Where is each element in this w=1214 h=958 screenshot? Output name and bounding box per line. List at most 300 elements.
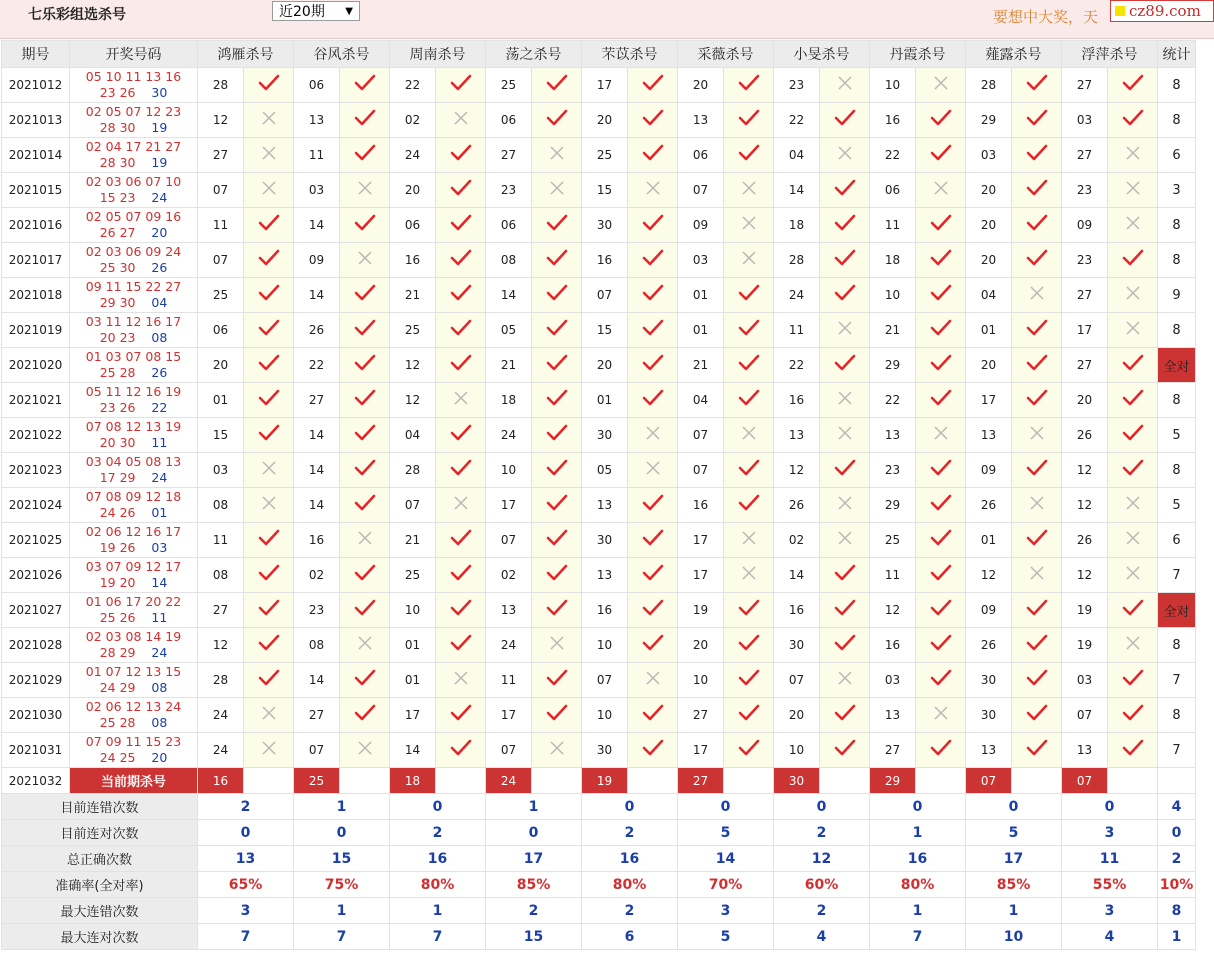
kill-number-cell: 10 — [390, 593, 436, 628]
result-cell — [724, 593, 774, 628]
check-icon — [546, 563, 568, 583]
kill-number-cell: 20 — [198, 348, 244, 383]
summary-value: 0 — [1062, 794, 1158, 820]
draw-second-line — [70, 225, 197, 241]
draw-special-number: 24 — [151, 470, 168, 485]
check-icon — [1122, 248, 1144, 268]
result-cell — [1108, 278, 1158, 313]
result-cell — [244, 278, 294, 313]
col-header-expert: 荡之杀号 — [486, 41, 582, 68]
kill-number-cell: 08 — [198, 558, 244, 593]
kill-number-cell: 16 — [774, 383, 820, 418]
kill-number-cell: 11 — [774, 313, 820, 348]
draw-extra-numbers: 15 23 — [99, 190, 136, 205]
result-cell — [532, 138, 582, 173]
current-kill-label: 当前期杀号 — [70, 768, 198, 794]
kill-number-cell: 24 — [390, 138, 436, 173]
kill-number-cell: 30 — [582, 523, 628, 558]
result-cell — [532, 593, 582, 628]
summary-value: 2 — [198, 794, 294, 820]
check-icon — [1026, 143, 1048, 163]
cross-icon — [261, 460, 277, 476]
kill-number-cell: 16 — [774, 593, 820, 628]
cross-icon — [933, 705, 949, 721]
draw-main-numbers: 02 04 17 21 27 — [85, 139, 182, 154]
current-empty-cell — [340, 768, 390, 794]
table-row — [2, 453, 1196, 488]
kill-number-cell: 03 — [678, 243, 724, 278]
table-row — [2, 278, 1196, 313]
result-cell — [628, 523, 678, 558]
result-cell — [820, 663, 870, 698]
check-icon — [450, 213, 472, 233]
result-cell — [628, 453, 678, 488]
table-row — [2, 103, 1196, 138]
cross-icon — [1029, 495, 1045, 511]
result-cell — [340, 733, 390, 768]
result-cell — [244, 523, 294, 558]
kill-number-cell: 18 — [870, 243, 916, 278]
cross-icon — [1125, 320, 1141, 336]
summary-value: 7 — [198, 924, 294, 950]
period-cell: 2021021 — [2, 383, 70, 418]
summary-stat: 8 — [1158, 898, 1196, 924]
check-icon — [354, 563, 376, 583]
kill-number-cell: 15 — [582, 173, 628, 208]
result-cell — [244, 348, 294, 383]
kill-number-cell: 23 — [1062, 243, 1108, 278]
kill-number-cell: 30 — [966, 663, 1012, 698]
cross-icon — [933, 75, 949, 91]
result-cell — [244, 103, 294, 138]
draw-extra-numbers: 26 27 — [99, 225, 136, 240]
check-icon — [930, 598, 952, 618]
result-cell — [916, 488, 966, 523]
kill-number-cell: 12 — [870, 593, 916, 628]
stat-cell: 全对 — [1158, 593, 1196, 628]
kill-number-cell: 14 — [294, 208, 340, 243]
result-cell — [1108, 453, 1158, 488]
check-icon — [834, 738, 856, 758]
period-cell: 2021017 — [2, 243, 70, 278]
check-icon — [546, 598, 568, 618]
result-cell — [244, 733, 294, 768]
summary-value: 60% — [774, 872, 870, 898]
page-title: 七乐彩组选杀号 — [28, 7, 126, 23]
draw-second-line — [70, 85, 197, 101]
check-icon — [642, 703, 664, 723]
kill-number-cell: 13 — [582, 488, 628, 523]
period-cell: 2021022 — [2, 418, 70, 453]
kill-number-cell: 26 — [966, 628, 1012, 663]
check-icon — [642, 493, 664, 513]
result-cell — [340, 558, 390, 593]
kill-number-cell: 08 — [294, 628, 340, 663]
draw-extra-numbers: 25 30 — [99, 260, 136, 275]
check-icon — [450, 143, 472, 163]
check-icon — [930, 563, 952, 583]
summary-value: 2 — [582, 898, 678, 924]
summary-row — [2, 794, 1196, 820]
kill-number-cell: 22 — [870, 138, 916, 173]
check-icon — [930, 283, 952, 303]
draw-numbers-cell — [70, 663, 198, 698]
stat-cell: 8 — [1158, 68, 1196, 103]
result-cell — [724, 208, 774, 243]
draw-special-number: 26 — [151, 260, 168, 275]
summary-value: 17 — [966, 846, 1062, 872]
banner-slogan: 要想中大奖，天 — [993, 8, 1099, 26]
period-cell: 2021030 — [2, 698, 70, 733]
check-icon — [546, 423, 568, 443]
result-cell — [340, 663, 390, 698]
check-icon — [258, 563, 280, 583]
result-cell — [532, 173, 582, 208]
kill-number-cell: 16 — [678, 488, 724, 523]
stat-cell: 7 — [1158, 733, 1196, 768]
current-empty-cell — [244, 768, 294, 794]
summary-label: 目前连对次数 — [2, 820, 198, 846]
kill-number-cell: 27 — [294, 698, 340, 733]
result-cell — [820, 208, 870, 243]
col-header-expert: 周南杀号 — [390, 41, 486, 68]
summary-value: 6 — [582, 924, 678, 950]
table-row — [2, 558, 1196, 593]
period-cell: 2021013 — [2, 103, 70, 138]
check-icon — [546, 388, 568, 408]
check-icon — [1122, 353, 1144, 373]
kill-number-cell: 17 — [678, 733, 724, 768]
result-cell — [340, 593, 390, 628]
draw-extra-numbers: 19 26 — [99, 540, 136, 555]
table-row — [2, 208, 1196, 243]
period-cell: 2021018 — [2, 278, 70, 313]
result-cell — [820, 698, 870, 733]
kill-number-cell: 20 — [774, 698, 820, 733]
summary-row — [2, 872, 1196, 898]
kill-number-cell: 20 — [678, 628, 724, 663]
check-icon — [1026, 248, 1048, 268]
check-icon — [930, 213, 952, 233]
check-icon — [354, 668, 376, 688]
kill-number-cell: 01 — [966, 523, 1012, 558]
period-cell: 2021012 — [2, 68, 70, 103]
check-icon — [834, 178, 856, 198]
check-icon — [1026, 318, 1048, 338]
check-icon — [354, 143, 376, 163]
check-icon — [834, 283, 856, 303]
draw-second-line — [70, 330, 197, 346]
draw-extra-numbers: 28 29 — [99, 645, 136, 660]
result-cell — [916, 173, 966, 208]
check-icon — [450, 248, 472, 268]
check-icon — [930, 493, 952, 513]
draw-main-numbers: 02 05 07 12 23 — [85, 104, 182, 119]
summary-stat: 10% — [1158, 872, 1196, 898]
summary-value: 12 — [774, 846, 870, 872]
result-cell — [1012, 383, 1062, 418]
kill-number-cell: 18 — [774, 208, 820, 243]
check-icon — [546, 353, 568, 373]
cross-icon — [1029, 565, 1045, 581]
kill-number-cell: 07 — [582, 278, 628, 313]
stat-cell: 6 — [1158, 138, 1196, 173]
result-cell — [1012, 313, 1062, 348]
check-icon — [546, 73, 568, 93]
summary-value: 85% — [966, 872, 1062, 898]
result-cell — [628, 348, 678, 383]
result-cell — [628, 383, 678, 418]
kill-number-cell: 20 — [390, 173, 436, 208]
summary-value: 0 — [198, 820, 294, 846]
check-icon — [834, 458, 856, 478]
draw-main-numbers: 07 08 09 12 18 — [85, 489, 182, 504]
col-header-draw: 开奖号码 — [70, 41, 198, 68]
check-icon — [642, 388, 664, 408]
draw-special-number: 19 — [151, 120, 168, 135]
summary-row — [2, 820, 1196, 846]
draw-main-numbers: 03 04 05 08 13 — [85, 454, 182, 469]
result-cell — [916, 453, 966, 488]
result-cell — [724, 628, 774, 663]
cross-icon — [837, 670, 853, 686]
stat-cell: 6 — [1158, 523, 1196, 558]
result-cell — [244, 593, 294, 628]
draw-extra-numbers: 19 20 — [99, 575, 136, 590]
result-cell — [340, 418, 390, 453]
result-cell — [820, 313, 870, 348]
result-cell — [244, 383, 294, 418]
cross-icon — [741, 180, 757, 196]
summary-value: 11 — [1062, 846, 1158, 872]
period-cell: 2021031 — [2, 733, 70, 768]
result-cell — [436, 698, 486, 733]
draw-numbers-cell — [70, 278, 198, 313]
check-icon — [642, 143, 664, 163]
check-icon — [258, 668, 280, 688]
cross-icon — [837, 320, 853, 336]
check-icon — [1026, 213, 1048, 233]
draw-numbers-cell — [70, 243, 198, 278]
result-cell — [820, 418, 870, 453]
check-icon — [738, 73, 760, 93]
kill-number-cell: 03 — [1062, 663, 1108, 698]
check-icon — [450, 318, 472, 338]
kill-number-cell: 28 — [966, 68, 1012, 103]
check-icon — [546, 668, 568, 688]
stat-cell: 8 — [1158, 103, 1196, 138]
kill-number-cell: 07 — [486, 523, 532, 558]
result-cell — [436, 418, 486, 453]
result-cell — [628, 628, 678, 663]
summary-value: 1 — [870, 898, 966, 924]
draw-second-line — [70, 120, 197, 136]
check-icon — [834, 598, 856, 618]
kill-number-cell: 06 — [294, 68, 340, 103]
kill-number-cell: 07 — [582, 663, 628, 698]
check-icon — [738, 108, 760, 128]
summary-row — [2, 924, 1196, 950]
result-cell — [532, 103, 582, 138]
summary-value: 16 — [870, 846, 966, 872]
cross-icon — [1125, 565, 1141, 581]
check-icon — [930, 738, 952, 758]
result-cell — [724, 383, 774, 418]
table-row — [2, 313, 1196, 348]
result-cell — [916, 523, 966, 558]
summary-value: 5 — [678, 924, 774, 950]
summary-value: 0 — [486, 820, 582, 846]
result-cell — [532, 663, 582, 698]
result-cell — [820, 628, 870, 663]
result-cell — [436, 173, 486, 208]
draw-extra-numbers: 20 30 — [99, 435, 136, 450]
result-cell — [724, 558, 774, 593]
kill-number-cell: 13 — [966, 733, 1012, 768]
draw-main-numbers: 02 03 06 07 10 — [85, 174, 182, 189]
result-cell — [916, 278, 966, 313]
table-row — [2, 68, 1196, 103]
table-row — [2, 418, 1196, 453]
kill-number-cell: 29 — [870, 348, 916, 383]
cross-icon — [261, 740, 277, 756]
result-cell — [340, 278, 390, 313]
result-cell — [628, 558, 678, 593]
kill-number-cell: 27 — [486, 138, 532, 173]
check-icon — [450, 738, 472, 758]
result-cell — [1108, 523, 1158, 558]
kill-number-cell: 08 — [198, 488, 244, 523]
result-cell — [244, 663, 294, 698]
draw-special-number: 14 — [151, 575, 168, 590]
check-icon — [738, 318, 760, 338]
check-icon — [1026, 633, 1048, 653]
check-icon — [642, 353, 664, 373]
kill-number-cell: 13 — [774, 418, 820, 453]
draw-extra-numbers: 25 26 — [99, 610, 136, 625]
col-header-period: 期号 — [2, 41, 70, 68]
result-cell — [1108, 488, 1158, 523]
cross-icon — [645, 460, 661, 476]
check-icon — [1026, 528, 1048, 548]
summary-value: 2 — [774, 820, 870, 846]
check-icon — [738, 283, 760, 303]
summary-value: 1 — [294, 898, 390, 924]
kill-number-cell: 07 — [678, 173, 724, 208]
check-icon — [834, 703, 856, 723]
kill-number-cell: 01 — [678, 278, 724, 313]
summary-value: 3 — [678, 898, 774, 924]
check-icon — [1026, 703, 1048, 723]
summary-value: 0 — [294, 820, 390, 846]
check-icon — [258, 73, 280, 93]
kill-number-cell: 20 — [966, 208, 1012, 243]
summary-stat: 2 — [1158, 846, 1196, 872]
kill-number-cell: 25 — [582, 138, 628, 173]
kill-number-cell: 12 — [1062, 453, 1108, 488]
kill-number-cell: 14 — [294, 663, 340, 698]
kill-number-cell: 25 — [486, 68, 532, 103]
draw-second-line — [70, 645, 197, 661]
kill-number-cell: 27 — [1062, 348, 1108, 383]
result-cell — [340, 208, 390, 243]
result-cell — [1108, 348, 1158, 383]
result-cell — [244, 173, 294, 208]
check-icon — [930, 633, 952, 653]
draw-extra-numbers: 28 30 — [99, 120, 136, 135]
result-cell — [436, 628, 486, 663]
summary-value: 7 — [294, 924, 390, 950]
result-cell — [340, 103, 390, 138]
cross-icon — [1125, 530, 1141, 546]
result-cell — [916, 558, 966, 593]
kill-number-cell: 07 — [198, 243, 244, 278]
check-icon — [642, 738, 664, 758]
summary-value: 3 — [1062, 820, 1158, 846]
kill-number-cell: 13 — [966, 418, 1012, 453]
kill-number-cell: 11 — [870, 208, 916, 243]
result-cell — [628, 313, 678, 348]
current-empty-cell — [724, 768, 774, 794]
stat-cell: 8 — [1158, 208, 1196, 243]
stat-cell: 7 — [1158, 558, 1196, 593]
result-cell — [1012, 628, 1062, 663]
check-icon — [930, 388, 952, 408]
check-icon — [546, 213, 568, 233]
draw-special-number: 11 — [151, 435, 168, 450]
draw-numbers-cell — [70, 628, 198, 663]
check-icon — [546, 283, 568, 303]
kill-number-cell: 29 — [870, 488, 916, 523]
result-cell — [820, 523, 870, 558]
result-cell — [820, 173, 870, 208]
kill-number-cell: 03 — [1062, 103, 1108, 138]
check-icon — [258, 528, 280, 548]
result-cell — [1108, 313, 1158, 348]
result-cell — [1108, 628, 1158, 663]
draw-numbers-cell — [70, 453, 198, 488]
check-icon — [642, 73, 664, 93]
check-icon — [546, 493, 568, 513]
result-cell — [340, 243, 390, 278]
summary-stat: 0 — [1158, 820, 1196, 846]
result-cell — [532, 68, 582, 103]
kill-number-cell: 04 — [774, 138, 820, 173]
kill-number-cell: 02 — [486, 558, 532, 593]
check-icon — [354, 388, 376, 408]
period-range-select[interactable] — [272, 1, 360, 21]
kill-number-cell: 14 — [294, 453, 340, 488]
kill-number-cell: 06 — [390, 208, 436, 243]
summary-label: 准确率(全对率) — [2, 872, 198, 898]
col-header-expert: 采薇杀号 — [678, 41, 774, 68]
kill-number-cell: 02 — [774, 523, 820, 558]
check-icon — [642, 633, 664, 653]
current-kill-number: 29 — [870, 768, 916, 794]
cross-icon — [453, 110, 469, 126]
result-cell — [340, 453, 390, 488]
kill-number-cell: 22 — [294, 348, 340, 383]
kill-number-cell: 21 — [486, 348, 532, 383]
kill-number-cell: 17 — [966, 383, 1012, 418]
check-icon — [642, 528, 664, 548]
kill-number-cell: 13 — [1062, 733, 1108, 768]
result-cell — [724, 348, 774, 383]
result-cell — [724, 68, 774, 103]
kill-number-cell: 23 — [774, 68, 820, 103]
cross-icon — [1125, 145, 1141, 161]
site-logo[interactable] — [1110, 0, 1214, 22]
